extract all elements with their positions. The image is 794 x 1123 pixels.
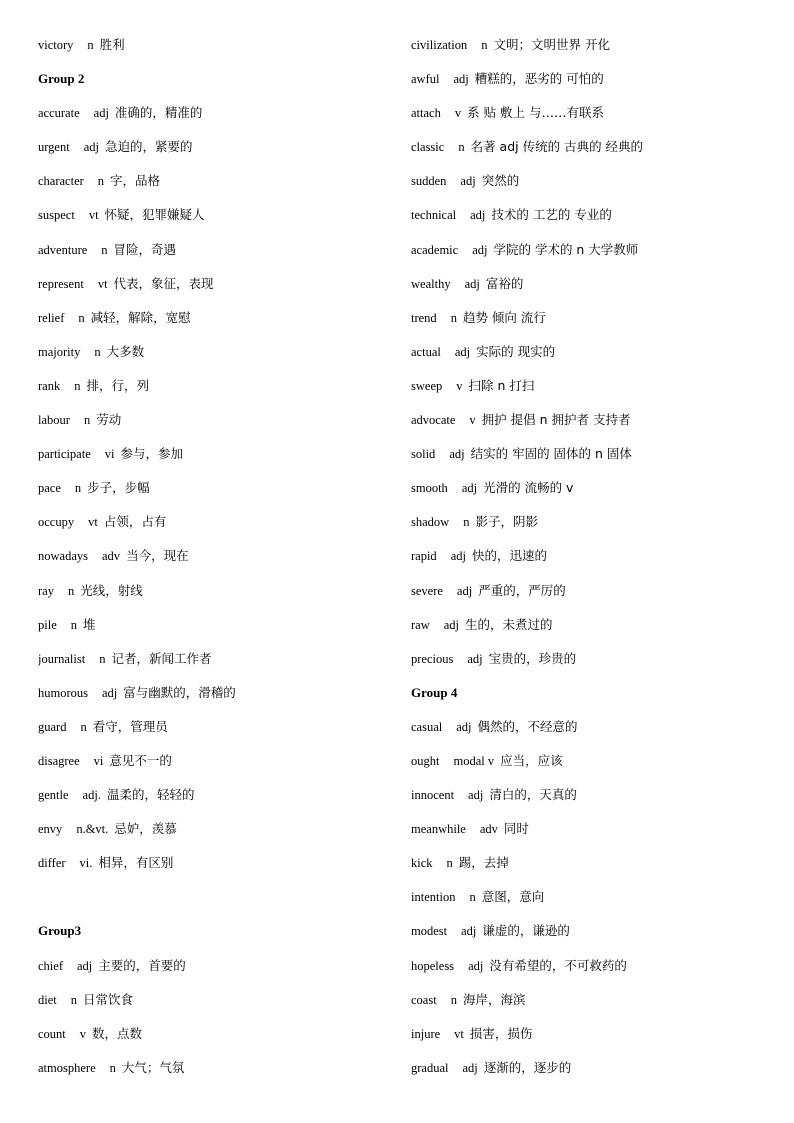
vocab-entry [411, 437, 771, 471]
vocab-word: smooth [411, 481, 448, 496]
part-of-speech: adj [456, 583, 473, 598]
part-of-speech: adj [470, 208, 486, 223]
vocab-entry [38, 471, 398, 505]
vocab-entry [411, 1051, 771, 1085]
vocab-meaning: 宝贵的，珍贵的 [488, 650, 577, 666]
vocab-entry [38, 710, 398, 744]
part-of-speech: n [450, 992, 457, 1007]
vocab-word: urgent [38, 140, 70, 155]
vocab-entry [38, 403, 398, 437]
vocab-word: guard [38, 719, 67, 734]
vocab-entry [411, 301, 771, 335]
vocab-word: hopeless [411, 958, 455, 973]
vocab-word: coast [411, 992, 437, 1007]
vocab-meaning: 记者，新闻工作者 [111, 650, 212, 666]
vocab-meaning: 相异，有区别 [98, 855, 174, 871]
vocab-entry [38, 539, 398, 573]
vocab-word: severe [411, 583, 443, 598]
part-of-speech: vt [88, 515, 98, 530]
vocab-word: differ [38, 856, 66, 871]
vocab-entry [411, 403, 771, 437]
vocab-entry [38, 437, 398, 471]
vocab-meaning: 损害，损伤 [469, 1025, 533, 1041]
vocab-entry [38, 301, 398, 335]
part-of-speech: n [97, 174, 105, 189]
part-of-speech: adj [102, 685, 118, 700]
vocab-meaning: 忌妒，羡慕 [114, 821, 177, 837]
part-of-speech: adj [76, 958, 93, 973]
vocab-word: rapid [411, 549, 437, 564]
vocab-entry [411, 642, 771, 676]
vocab-word: accurate [38, 106, 80, 121]
part-of-speech: adj [460, 174, 476, 189]
part-of-speech: adj [456, 719, 472, 734]
vocab-meaning: 富与幽默的，滑稽的 [123, 684, 236, 700]
vocab-entry [38, 1051, 398, 1085]
vocab-word: gentle [38, 788, 69, 803]
part-of-speech: n [463, 515, 470, 530]
vocab-word: diet [38, 992, 57, 1007]
vocab-entry [411, 608, 771, 642]
part-of-speech: v [456, 378, 463, 393]
vocab-word: adventure [38, 242, 88, 257]
vocab-entry [411, 505, 771, 539]
vocab-entry [411, 539, 771, 573]
vocab-entry [411, 983, 771, 1017]
vocab-word: civilization [411, 38, 468, 52]
vocab-word: academic [411, 242, 459, 257]
vocab-word: disagree [38, 753, 80, 768]
vocab-meaning: 技术的 工艺的 专业的 [491, 207, 612, 223]
part-of-speech: v [454, 106, 462, 121]
vocab-meaning: 当今，现在 [126, 548, 189, 564]
vocab-word: kick [411, 856, 433, 871]
part-of-speech: adj [468, 958, 484, 973]
vocab-word: chief [38, 958, 63, 973]
part-of-speech: vt [88, 208, 99, 223]
part-of-speech: v [79, 1026, 87, 1041]
vocab-entry [411, 28, 771, 62]
vocab-entry [411, 744, 771, 778]
vocab-word: gradual [411, 1060, 449, 1075]
vocab-meaning: 光滑的 流畅的 v [483, 480, 574, 496]
part-of-speech: adv [102, 549, 121, 564]
vocab-word: classic [411, 140, 445, 155]
vocab-meaning: 谦虚的，谦逊的 [482, 923, 570, 939]
vocab-entry [411, 62, 771, 96]
vocab-word: nowadays [38, 549, 88, 564]
vocab-entry [38, 369, 398, 403]
vocab-meaning: 大多数 [106, 343, 145, 359]
vocab-entry [38, 812, 398, 846]
part-of-speech: n [99, 651, 106, 666]
vocab-meaning: 代表，象征，表现 [113, 275, 214, 291]
vocab-entry [38, 744, 398, 778]
vocab-word: ought [411, 753, 440, 768]
group-heading: Group 4 [411, 684, 458, 700]
vocab-word: pile [38, 617, 57, 632]
vocab-entry [38, 233, 398, 267]
vocab-word: awful [411, 72, 440, 87]
part-of-speech: adj [453, 72, 469, 87]
vocab-word: advocate [411, 413, 456, 428]
vocab-word: intention [411, 890, 456, 905]
vocab-entry [38, 1017, 398, 1051]
vocab-meaning: 主要的，首要的 [98, 957, 186, 973]
vocab-meaning: 参与，参加 [120, 446, 183, 462]
part-of-speech: v [469, 413, 476, 428]
vocab-entry [38, 335, 398, 369]
vocab-word: atmosphere [38, 1060, 96, 1075]
vocab-meaning: 趋势 倾向 流行 [462, 309, 546, 325]
vocab-meaning: 减轻，解除，宽慰 [90, 309, 191, 325]
vocab-entry [38, 846, 398, 880]
part-of-speech: adj [462, 1060, 478, 1075]
vocab-word: solid [411, 447, 436, 462]
vocab-word: trend [411, 310, 437, 325]
part-of-speech: adj [443, 617, 460, 632]
vocab-meaning: 同时 [503, 821, 529, 837]
part-of-speech: n [74, 481, 82, 496]
vocab-entry [411, 164, 771, 198]
part-of-speech: n [94, 344, 101, 359]
vocab-word: modest [411, 924, 448, 939]
vocab-meaning: 踢，去掉 [458, 855, 509, 871]
part-of-speech: n.&vt. [76, 822, 109, 837]
part-of-speech: n [446, 856, 453, 871]
vocab-meaning: 逐渐的，逐步的 [483, 1059, 572, 1075]
part-of-speech: n [70, 992, 77, 1007]
vocab-meaning: 意见不一的 [109, 752, 172, 768]
vocab-meaning: 突然的 [481, 173, 520, 189]
vocab-meaning: 没有希望的，不可救药的 [489, 957, 627, 973]
vocab-meaning: 急迫的，紧要的 [105, 139, 193, 155]
part-of-speech: n [67, 583, 75, 598]
part-of-speech: vi. [79, 856, 93, 871]
vocab-word: labour [38, 413, 70, 428]
vocab-entry [411, 710, 771, 744]
vocab-meaning: 步子，步幅 [87, 480, 150, 496]
vocab-entry [411, 96, 771, 130]
part-of-speech: n [83, 413, 91, 428]
part-of-speech: n [101, 242, 108, 257]
left-column [38, 28, 398, 1085]
vocab-word: character [38, 174, 84, 189]
vocab-meaning: 实际的 现实的 [476, 343, 556, 359]
vocab-entry [411, 369, 771, 403]
vocab-word: innocent [411, 788, 455, 803]
vocab-entry [38, 608, 398, 642]
vocab-meaning: 排，行，列 [86, 377, 149, 393]
vocab-entry [38, 267, 398, 301]
vocab-meaning: 日常饮食 [83, 991, 134, 1007]
vocab-meaning: 怀疑，犯罪嫌疑人 [104, 207, 205, 223]
vocab-meaning: 拥护 提倡 n 拥护者 支持者 [481, 412, 631, 428]
vocab-meaning: 占领，占有 [103, 514, 167, 530]
group-heading: Group 2 [38, 71, 85, 87]
part-of-speech: adj [468, 788, 484, 803]
vocab-meaning: 应当，应该 [500, 752, 563, 768]
part-of-speech: n [109, 1060, 116, 1075]
right-column [411, 28, 771, 1085]
blank-line [38, 880, 398, 914]
vocab-entry [411, 880, 771, 914]
part-of-speech: adj [449, 447, 465, 462]
vocab-meaning: 快的，迅速的 [471, 548, 547, 564]
vocab-entry [38, 130, 398, 164]
vocab-meaning: 温柔的，轻轻的 [106, 787, 195, 803]
vocab-entry [411, 914, 771, 948]
vocab-meaning: 糟糕的，恶劣的 可怕的 [474, 71, 604, 87]
vocab-entry [38, 983, 398, 1017]
vocab-word: technical [411, 208, 457, 223]
part-of-speech: vt [454, 1026, 464, 1041]
vocab-entry [411, 846, 771, 880]
vocab-meaning: 字，品格 [110, 173, 161, 189]
vocab-word: victory [38, 38, 74, 52]
vocab-entry [38, 28, 398, 62]
part-of-speech: adj [461, 924, 477, 939]
vocab-word: actual [411, 344, 441, 359]
part-of-speech: adj [472, 242, 488, 257]
part-of-speech: adj [467, 651, 483, 666]
part-of-speech: adj. [82, 788, 101, 803]
vocab-word: ray [38, 583, 54, 598]
part-of-speech: n [458, 140, 465, 155]
vocab-word: casual [411, 719, 443, 734]
vocab-word: sudden [411, 174, 447, 189]
part-of-speech: n [481, 38, 488, 52]
vocab-meaning: 数，点数 [92, 1025, 143, 1041]
vocab-entry [411, 778, 771, 812]
part-of-speech: adj [450, 549, 466, 564]
vocab-meaning: 扫除 n 打扫 [468, 377, 535, 393]
vocab-meaning: 生的，未煮过的 [465, 616, 553, 632]
vocab-entry [38, 505, 398, 539]
vocab-entry [38, 198, 398, 232]
vocab-word: injure [411, 1026, 441, 1041]
vocab-meaning: 影子，阴影 [475, 514, 538, 530]
vocab-meaning: 严重的，严厉的 [478, 582, 566, 598]
vocab-entry [411, 335, 771, 369]
part-of-speech: n [74, 378, 81, 393]
vocab-meaning: 光线，射线 [80, 582, 143, 598]
part-of-speech: adj [83, 140, 99, 155]
vocab-meaning: 学院的 学术的 n 大学教师 [493, 241, 639, 257]
vocab-meaning: 系 贴 敷上 与……有联系 [467, 105, 605, 121]
vocab-word: occupy [38, 515, 75, 530]
part-of-speech: n [469, 890, 476, 905]
vocab-meaning: 意图，意向 [481, 889, 545, 905]
vocab-entry [411, 198, 771, 232]
vocab-meaning: 准确的，精准的 [114, 105, 203, 121]
part-of-speech: n [87, 38, 94, 52]
vocab-word: relief [38, 310, 65, 325]
vocab-word: rank [38, 378, 61, 393]
vocab-entry [411, 233, 771, 267]
part-of-speech: vi [104, 447, 115, 462]
part-of-speech: adj [464, 276, 480, 291]
vocab-word: attach [411, 106, 441, 121]
vocab-entry [411, 471, 771, 505]
vocab-word: participate [38, 447, 91, 462]
vocab-entry [38, 949, 398, 983]
part-of-speech: vi [93, 753, 104, 768]
part-of-speech: n [80, 719, 87, 734]
vocab-entry [38, 642, 398, 676]
vocab-meaning: 清白的，天真的 [489, 787, 577, 803]
vocab-word: journalist [38, 651, 86, 666]
part-of-speech: adj [461, 481, 478, 496]
vocab-meaning: 看守，管理员 [92, 718, 168, 734]
vocab-meaning: 冒险，奇遇 [113, 241, 177, 257]
vocab-word: wealthy [411, 276, 451, 291]
group-heading: Group3 [38, 923, 82, 939]
vocab-entry [38, 96, 398, 130]
part-of-speech: adj [454, 344, 471, 359]
vocab-word: sweep [411, 378, 443, 393]
part-of-speech: adj [93, 106, 109, 121]
vocab-entry [411, 1017, 771, 1051]
vocab-meaning: 偶然的，不经意的 [477, 718, 578, 734]
vocab-entry [411, 574, 771, 608]
vocab-entry [38, 164, 398, 198]
vocab-entry [38, 778, 398, 812]
part-of-speech: n [450, 310, 457, 325]
vocab-entry [38, 574, 398, 608]
vocab-word: meanwhile [411, 822, 466, 837]
vocab-word: majority [38, 344, 81, 359]
vocab-word: count [38, 1026, 66, 1041]
vocab-meaning: 堆 [83, 616, 96, 632]
vocab-entry [411, 267, 771, 301]
vocab-entry [411, 130, 771, 164]
vocab-meaning: 大气；气氛 [121, 1059, 185, 1075]
vocab-word: raw [411, 617, 430, 632]
part-of-speech: modal v [453, 753, 495, 768]
vocab-meaning: 劳动 [96, 412, 122, 428]
vocab-meaning: 名著 adj 传统的 古典的 经典的 [470, 139, 644, 155]
vocab-word: suspect [38, 208, 75, 223]
vocab-word: represent [38, 276, 84, 291]
part-of-speech: n [78, 310, 85, 325]
vocab-meaning: 结实的 牢固的 固体的 n 固体 [470, 446, 632, 462]
vocab-meaning: 富裕的 [485, 275, 524, 291]
part-of-speech: n [70, 617, 77, 632]
vocab-word: precious [411, 651, 454, 666]
vocab-word: humorous [38, 685, 88, 700]
part-of-speech: vt [97, 276, 108, 291]
vocab-word: shadow [411, 515, 450, 530]
vocab-meaning: 胜利 [99, 37, 125, 52]
vocab-entry [411, 949, 771, 983]
vocab-word: envy [38, 822, 63, 837]
vocab-word: pace [38, 481, 61, 496]
vocab-entry [411, 812, 771, 846]
vocab-entry [38, 676, 398, 710]
vocab-meaning: 文明；文明世界 开化 [493, 37, 610, 52]
part-of-speech: adv [479, 822, 498, 837]
vocab-meaning: 海岸，海滨 [462, 991, 526, 1007]
